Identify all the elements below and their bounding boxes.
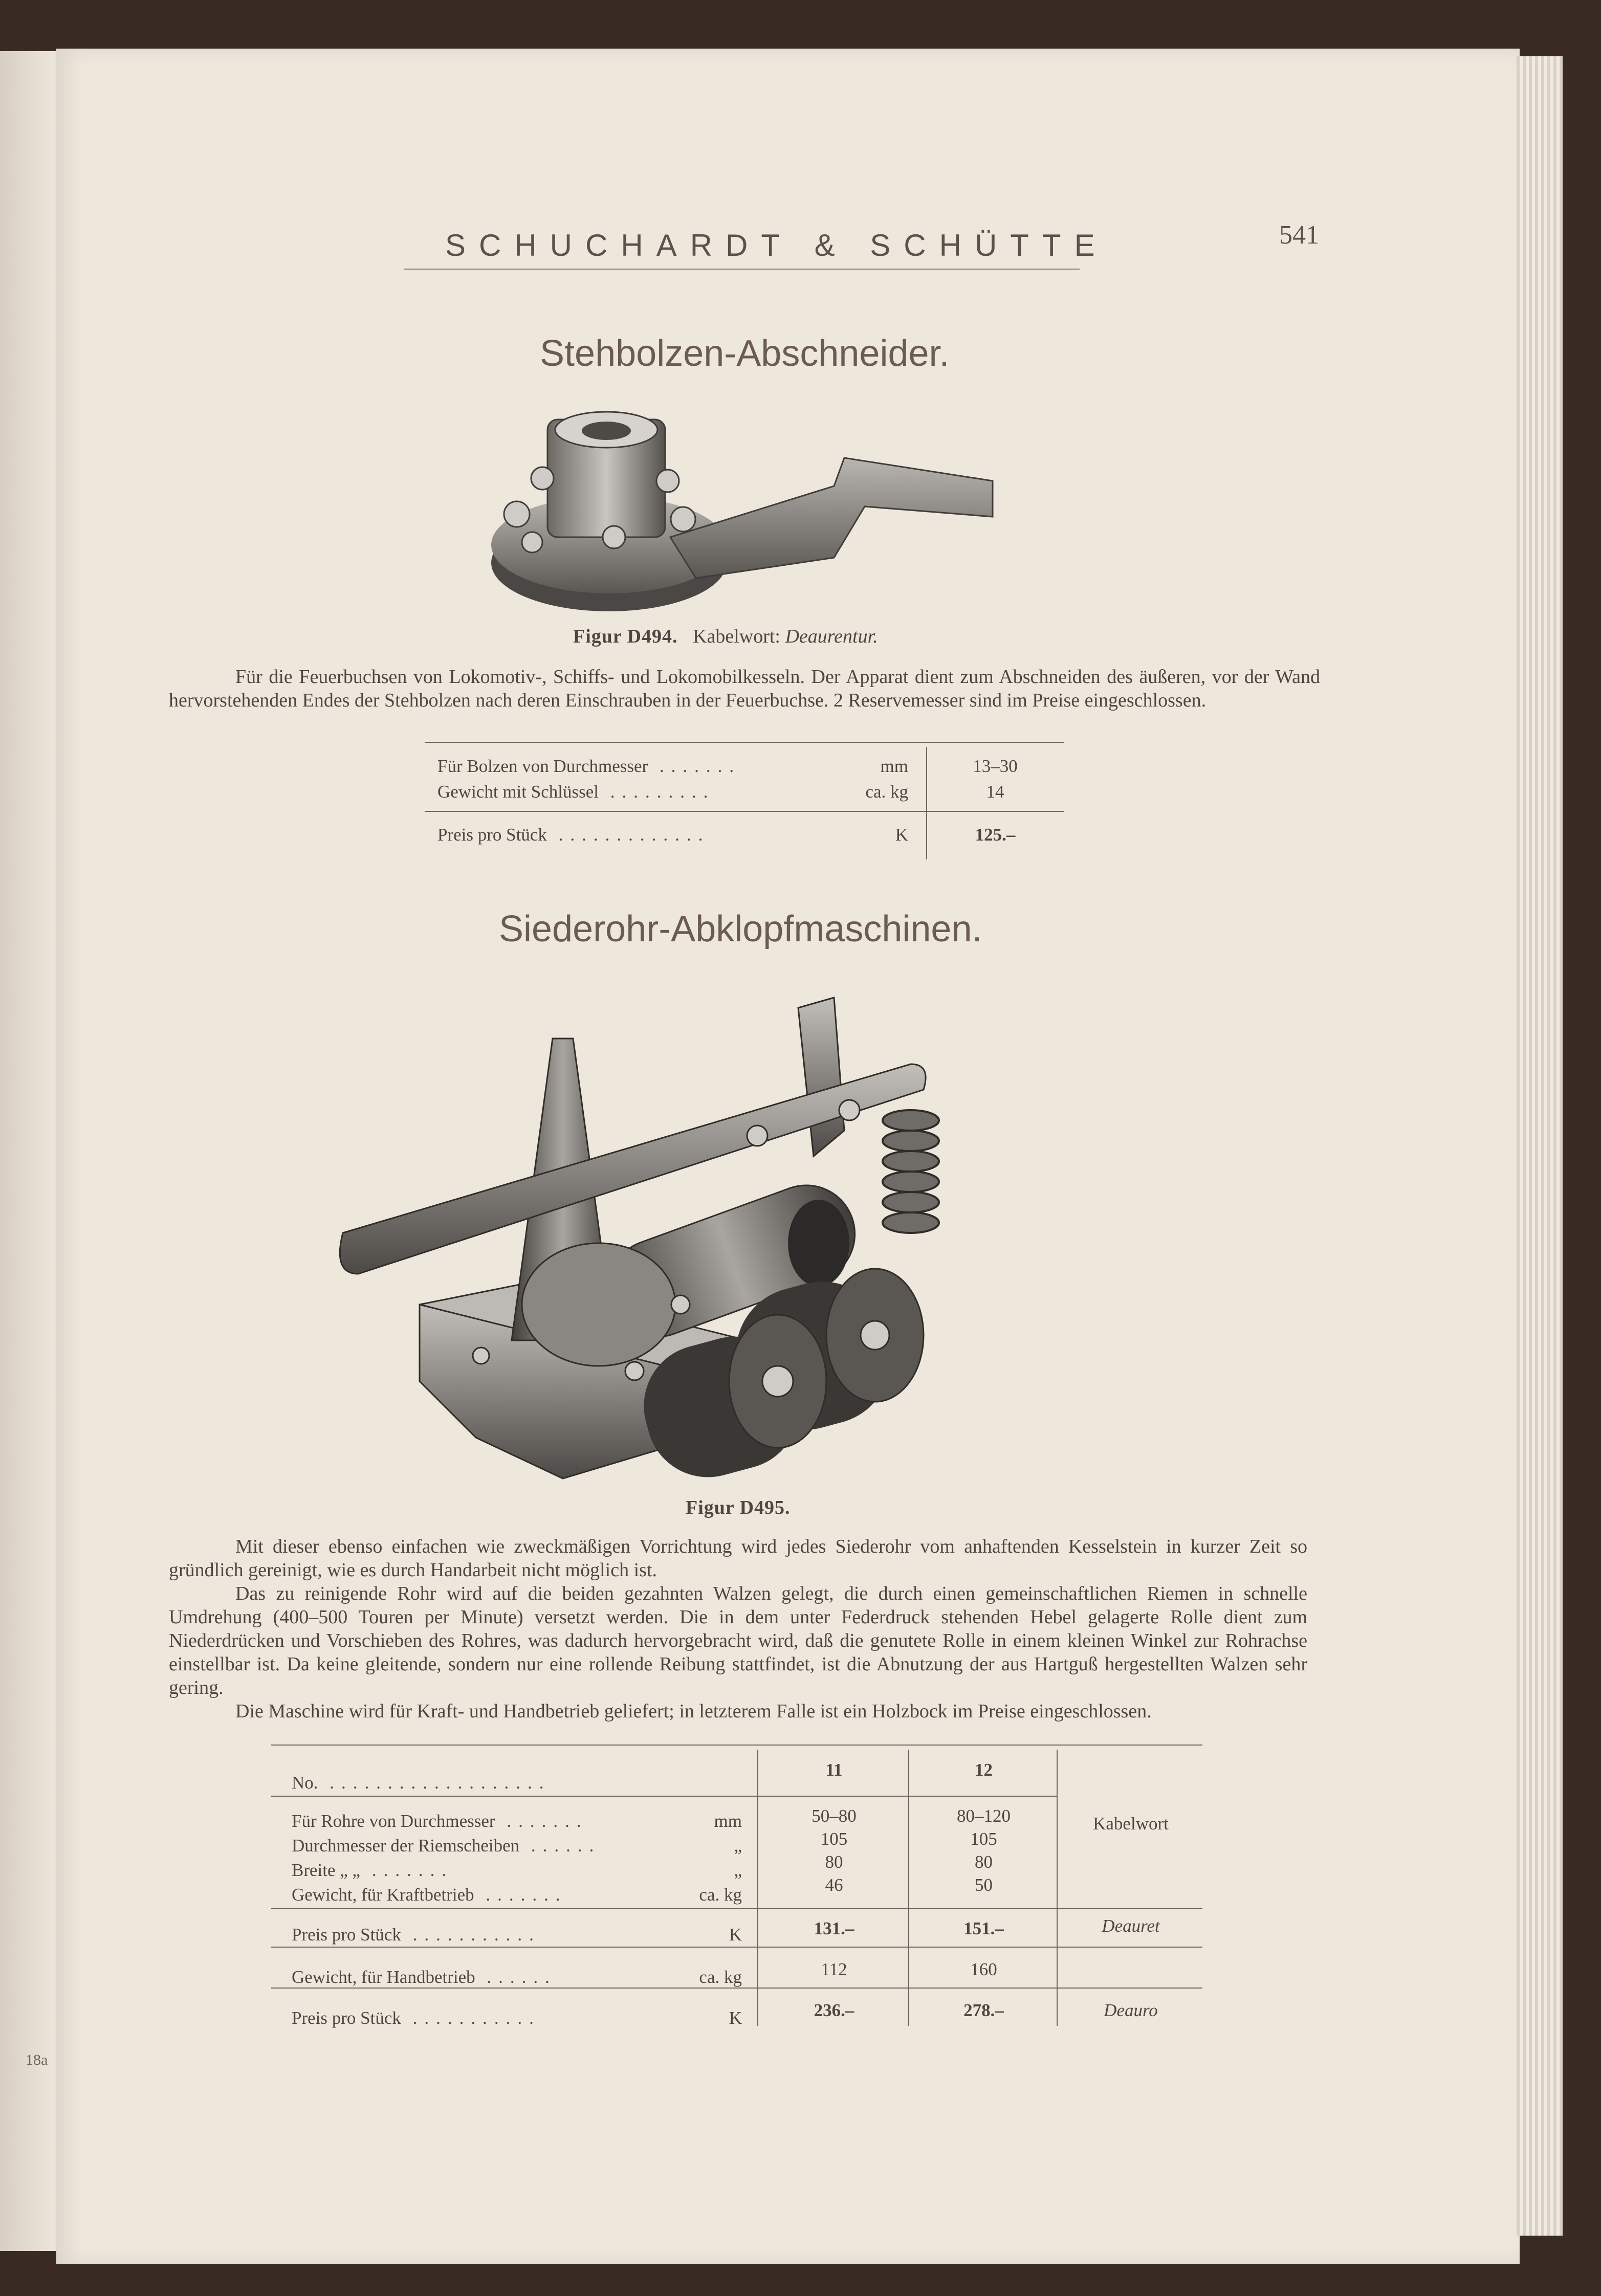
figure-label-d494: Figur D494. bbox=[573, 626, 678, 647]
stehbolzen-cutter-illustration bbox=[476, 409, 1003, 624]
table2-weight-hand-11: 112 bbox=[821, 1959, 847, 1979]
table2-tube-diameter-11: 50–80 bbox=[812, 1806, 857, 1826]
figure-label-d495: Figur D495. bbox=[686, 1497, 791, 1518]
table2-col-11: 11 bbox=[825, 1760, 843, 1780]
table2-pulley-diameter-11: 105 bbox=[820, 1829, 848, 1849]
paragraph-intro: Mit dieser ebenso einfachen wie zweckmäßigen Vorrichtung wird jedes Siederohr vom anhaftenden Kesselstein in kurzer Zeit so gründlich gereinigt, wie es durch Handarbeit nicht möglich ist. bbox=[169, 1536, 1307, 1581]
table2-no-label: No. ................... bbox=[292, 1773, 551, 1793]
cable-word-deaurentur: Deaurentur. bbox=[785, 626, 878, 647]
table1-mid-rule bbox=[425, 811, 1064, 812]
table2-row-tube-diameter: Für Rohre von Durchmesser ....... mm bbox=[292, 1811, 742, 1831]
table2-width-12: 80 bbox=[975, 1852, 993, 1872]
table2-weight-power-12: 50 bbox=[975, 1875, 993, 1895]
table2-cable-deauret: Deauret bbox=[1102, 1916, 1160, 1936]
page-number: 541 bbox=[1279, 220, 1319, 250]
table2-row-pulley-diameter: Durchmesser der Riemscheiben ...... „ bbox=[292, 1836, 742, 1856]
table2-weight-power-11: 46 bbox=[825, 1875, 843, 1895]
table2-price-power-11: 131.– bbox=[814, 1918, 854, 1938]
header-rule bbox=[404, 269, 1080, 270]
table2-divider-3 bbox=[1057, 1750, 1058, 2026]
table2-pulley-diameter-12: 105 bbox=[970, 1829, 997, 1849]
table2-price-hand-11: 236.– bbox=[814, 2000, 854, 2020]
table2-divider-1 bbox=[757, 1750, 758, 2026]
paragraph-operation: Das zu reinigende Rohr wird auf die beiden gezahnten Walzen gelegt, die durch einen gemeinschaftlichen Riemen in schnelle Umdrehung (400–500 Touren per Minute) versetzt werden. Die in dem unter Federdruck stehenden Hebel gelagerte Rolle dient zum Niederdrücken und Vorschieben des Rohres, was dadurch hervorgebracht wird, daß die genutete Rolle in einem kleinen Winkel zur Rohrachse einstellbar ist. Da keine gleitende, sondern nur eine rollende Reibung stattfindet, ist die Abnutzung der aus Hartguß hergestellten Walzen sehr gering. bbox=[169, 1583, 1307, 1698]
table2-row-width: Breite „ „ ....... „ bbox=[292, 1860, 742, 1880]
page-stack-edge bbox=[1517, 56, 1563, 2236]
table2-kabelwort-header: Kabelwort bbox=[1093, 1814, 1169, 1834]
table2-header-rule bbox=[271, 1796, 1057, 1797]
table2-top-rule bbox=[271, 1745, 1202, 1746]
table1-divider bbox=[926, 747, 927, 859]
table2-rule-3 bbox=[271, 1988, 1202, 1989]
table2-price-hand-12: 278.– bbox=[963, 2000, 1004, 2020]
running-header: SCHUCHARDT & SCHÜTTE bbox=[445, 228, 1108, 262]
table2-weight-hand-12: 160 bbox=[970, 1959, 997, 1979]
section-title-siederohr: Siederohr-Abklopfmaschinen. bbox=[499, 909, 982, 950]
table2-rule-2 bbox=[271, 1947, 1202, 1948]
table2-cable-deauro: Deauro bbox=[1104, 2000, 1158, 2020]
table1-value-price: 125.– bbox=[975, 825, 1016, 845]
table2-tube-diameter-12: 80–120 bbox=[957, 1806, 1011, 1826]
paragraph-drive: Die Maschine wird für Kraft- und Handbetrieb geliefert; in letzterem Falle ist ein Holzbock im Preise eingeschlossen. bbox=[235, 1701, 1152, 1722]
table1-top-rule bbox=[425, 742, 1064, 743]
table1-row-bolt-diameter: Für Bolzen von Durchmesser ....... mm bbox=[437, 756, 908, 776]
table2-col-12: 12 bbox=[975, 1760, 993, 1780]
table1-row-price: Preis pro Stück ............. K bbox=[437, 825, 908, 845]
table2-row-weight-power: Gewicht, für Kraftbetrieb ....... ca. kg bbox=[292, 1885, 742, 1905]
tube-cleaning-machine-illustration bbox=[327, 987, 1034, 1484]
table2-row-price-power: Preis pro Stück ........... K bbox=[292, 1925, 742, 1945]
signature-mark: 18a bbox=[26, 2051, 48, 2068]
table2-row-weight-hand: Gewicht, für Handbetrieb ...... ca. kg bbox=[292, 1967, 742, 1987]
section-title-stehbolzen: Stehbolzen-Abschneider. bbox=[540, 333, 950, 374]
table1-row-weight: Gewicht mit Schlüssel ......... ca. kg bbox=[437, 782, 908, 802]
table2-divider-2 bbox=[908, 1750, 909, 2026]
table1-value-weight: 14 bbox=[986, 782, 1004, 802]
description-stehbolzen: Für die Feuerbuchsen von Lokomotiv-, Schiffs- und Lokomobilkesseln. Der Apparat dient zum Abschneiden des äußeren, vor der Wand hervorstehenden Endes der Stehbolzen nach deren Einschrauben in der Feuerbuchse. 2 Reservemesser sind im Preise eingeschlossen. bbox=[169, 666, 1320, 711]
table1-value-bolt-diameter: 13–30 bbox=[973, 756, 1018, 776]
table2-width-11: 80 bbox=[825, 1852, 843, 1872]
table2-row-price-hand: Preis pro Stück ........... K bbox=[292, 2008, 742, 2028]
cable-label: Kabelwort: bbox=[693, 626, 780, 647]
table2-rule-1 bbox=[271, 1908, 1202, 1909]
table2-price-power-12: 151.– bbox=[963, 1918, 1004, 1938]
